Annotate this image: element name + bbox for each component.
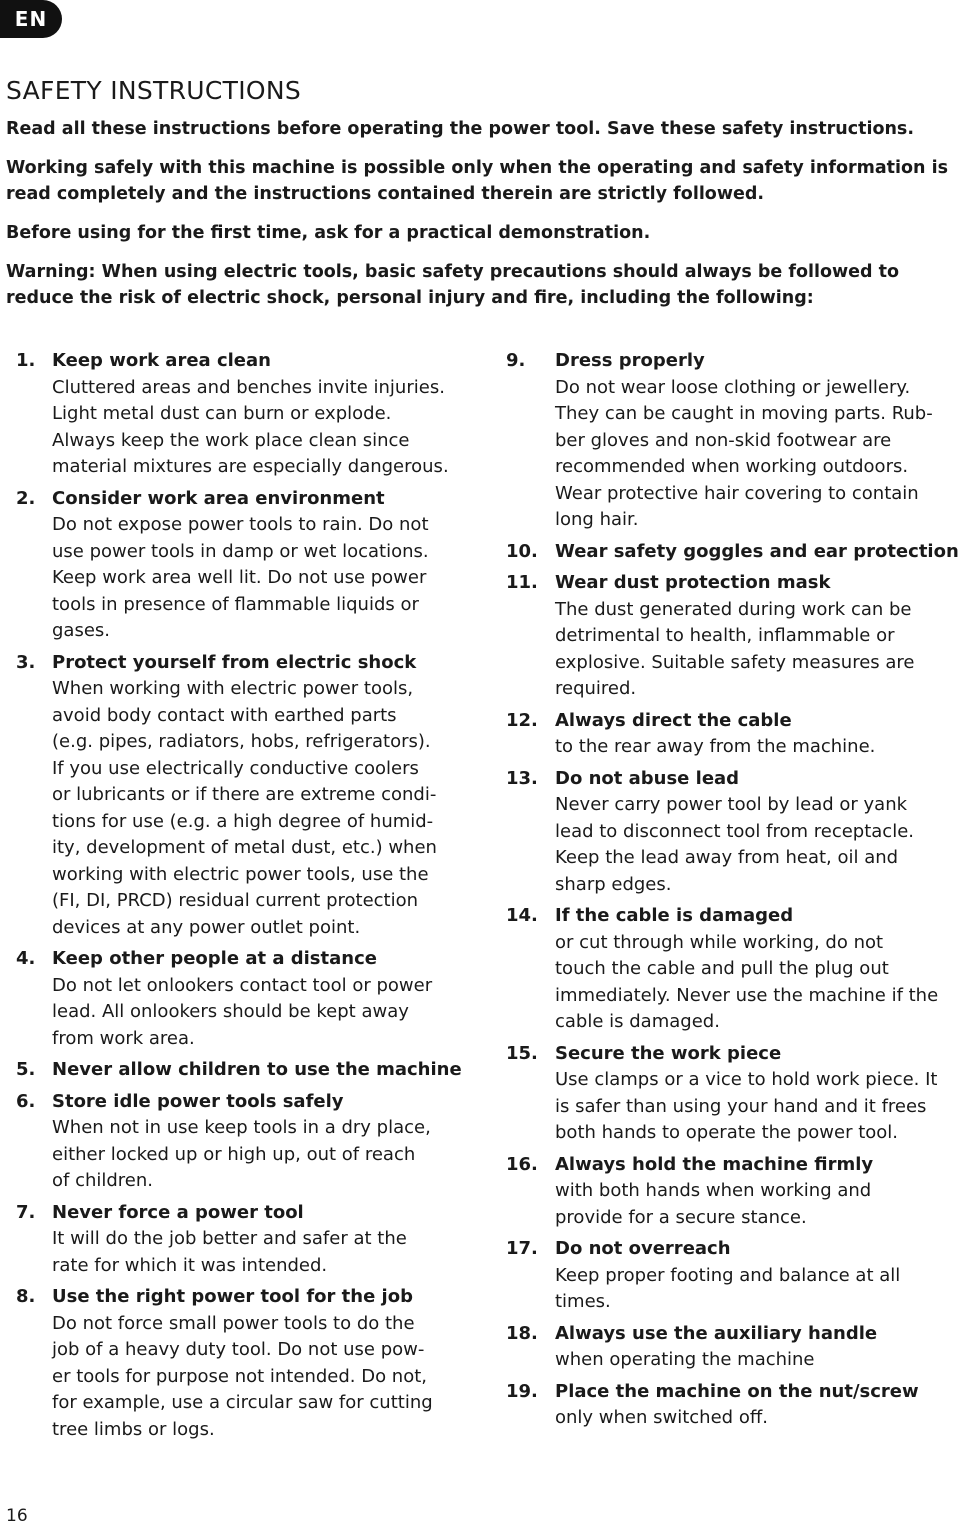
instruction-item [16, 1089, 476, 1195]
instruction-text: to the rear away from the machine. [555, 736, 876, 757]
instruction-heading: Never allow children to use the machine [52, 1059, 462, 1080]
instruction-text: Cluttered areas and benches invite injuries. Light metal dust can burn or explode. Always keep the work place clean since material mixtures are especially dangerous. [52, 376, 449, 477]
warning-paragraph: Warning: When using electric tools, basic safety precautions should always be followed to reduce the risk of electric shock, personal injury and fire, including the following: [6, 262, 900, 308]
instruction-text: with both hands when working and provide for a secure stance. [555, 1180, 872, 1228]
instruction-item [16, 1200, 476, 1280]
instruction-number: 13. [506, 767, 538, 789]
instruction-number: 19. [506, 1380, 538, 1402]
instruction-text: or cut through while working, do not touch the cable and pull the plug out immediately. Never use the machine if the cable is damaged. [555, 931, 939, 1032]
instruction-item [506, 348, 960, 534]
instruction-text: Do not let onlookers contact tool or power lead. All onlookers should be kept away from work area. [52, 974, 433, 1049]
instruction-item [16, 946, 476, 1052]
instruction-item [506, 539, 960, 566]
instruction-item [506, 1236, 960, 1316]
instruction-number: 9. [506, 350, 526, 371]
instruction-heading: Do not overreach [555, 1238, 731, 1259]
page-title: SAFETY INSTRUCTIONS [6, 76, 302, 105]
instruction-heading: Secure the work piece [555, 1042, 782, 1064]
instructions-right-column [506, 348, 960, 1437]
instruction-heading: Always use the auxiliary handle [555, 1322, 878, 1344]
intro-paragraph: Working safely with this machine is possible only when the operating and safety information is read completely and the instructions contained therein are strictly followed. [6, 158, 949, 204]
intro-paragraph: Before using for the first time, ask for a practical demonstration. [6, 223, 651, 243]
instruction-number: 3. [16, 651, 36, 673]
instruction-heading: Wear safety goggles and ear protection [555, 540, 959, 562]
instruction-text: when operating the machine [555, 1349, 815, 1370]
instruction-number: 16. [506, 1153, 538, 1175]
instruction-item [16, 650, 476, 942]
instruction-item [16, 1284, 476, 1443]
instruction-heading: Consider work area environment [52, 487, 385, 509]
instruction-item [506, 1041, 960, 1147]
instruction-item [506, 1321, 960, 1374]
instruction-item [506, 766, 960, 899]
instruction-text: Never carry power tool by lead or yank lead to disconnect tool from receptacle. Keep the lead away from heat, oil and sharp edges. [555, 794, 914, 895]
instruction-number: 11. [506, 572, 538, 593]
instruction-item [506, 708, 960, 761]
instruction-text: The dust generated during work can be detrimental to health, inflammable or explosive. Suitable safety measures are required. [555, 598, 915, 699]
instruction-number: 6. [16, 1090, 36, 1112]
instruction-item [506, 1152, 960, 1232]
instruction-item [506, 903, 960, 1036]
instruction-number: 7. [16, 1201, 36, 1223]
instruction-number: 4. [16, 948, 36, 969]
instruction-number: 10. [506, 540, 538, 562]
language-badge: EN [0, 0, 62, 38]
instruction-text: Keep proper footing and balance at all times. [555, 1264, 901, 1312]
instruction-text: Do not force small power tools to do the job of a heavy duty tool. Do not use pow- er tools for purpose not intended. Do not, for example, use a circular saw for cutting tree limbs or logs. [52, 1312, 433, 1440]
instruction-heading: Wear dust protection mask [555, 572, 831, 593]
instruction-heading: Do not abuse lead [555, 767, 740, 789]
instruction-number: 17. [506, 1238, 538, 1259]
instruction-item [506, 1379, 960, 1432]
instruction-number: 5. [16, 1059, 36, 1080]
instruction-number: 8. [16, 1286, 36, 1307]
instruction-text: only when switched off. [555, 1407, 768, 1428]
instruction-heading: Keep work area clean [52, 350, 271, 371]
instruction-heading: Keep other people at a distance [52, 948, 377, 969]
instruction-text: When working with electric power tools, avoid body contact with earthed parts (e.g. pipes, radiators, hobs, refrigerators). If you use electrically conductive coolers or lubricants or if there are extreme condi- tions for use (e.g. a high degree of humid- ity, development of metal dust, etc.) when working with electric power tools, use the (FI, DI, PRCD) residual current protection devices at any power outlet point. [52, 678, 437, 938]
instruction-item [16, 486, 476, 645]
intro-section [6, 116, 951, 324]
page-number: 16 [6, 1506, 28, 1526]
instructions-left-column [16, 348, 476, 1448]
intro-paragraph: Read all these instructions before operating the power tool. Save these safety instructions. [6, 119, 915, 139]
instruction-heading: Protect yourself from electric shock [52, 651, 417, 673]
instruction-number: 15. [506, 1042, 538, 1064]
instruction-number: 18. [506, 1322, 538, 1344]
instruction-number: 2. [16, 487, 36, 509]
instruction-item [16, 1057, 476, 1084]
instruction-number: 14. [506, 905, 538, 926]
instruction-number: 1. [16, 350, 36, 371]
instruction-heading: If the cable is damaged [555, 905, 794, 926]
instruction-text: Do not expose power tools to rain. Do not use power tools in damp or wet locations. Keep work area well lit. Do not use power tools in presence of flammable liquids or gases. [52, 514, 429, 641]
instruction-text: It will do the job better and safer at the rate for which it was intended. [52, 1228, 407, 1276]
instruction-text: When not in use keep tools in a dry place, either locked up or high up, out of reach of children. [52, 1117, 431, 1191]
instruction-heading: Always hold the machine firmly [555, 1153, 874, 1175]
instruction-item [16, 348, 476, 481]
instruction-text: Do not wear loose clothing or jewellery. They can be caught in moving parts. Rub- ber gloves and non-skid footwear are recommended when working outdoors. Wear protective hair covering to contain long hair. [555, 376, 933, 530]
instruction-heading: Always direct the cable [555, 709, 792, 731]
instruction-heading: Never force a power tool [52, 1201, 304, 1223]
instruction-heading: Place the machine on the nut/screw [555, 1380, 919, 1402]
instruction-text: Use clamps or a vice to hold work piece. It is safer than using your hand and it frees both hands to operate the power tool. [555, 1069, 938, 1143]
instruction-heading: Use the right power tool for the job [52, 1286, 413, 1307]
instruction-heading: Store idle power tools safely [52, 1090, 344, 1112]
instruction-number: 12. [506, 709, 538, 731]
instruction-item [506, 570, 960, 703]
instruction-heading: Dress properly [555, 350, 705, 371]
